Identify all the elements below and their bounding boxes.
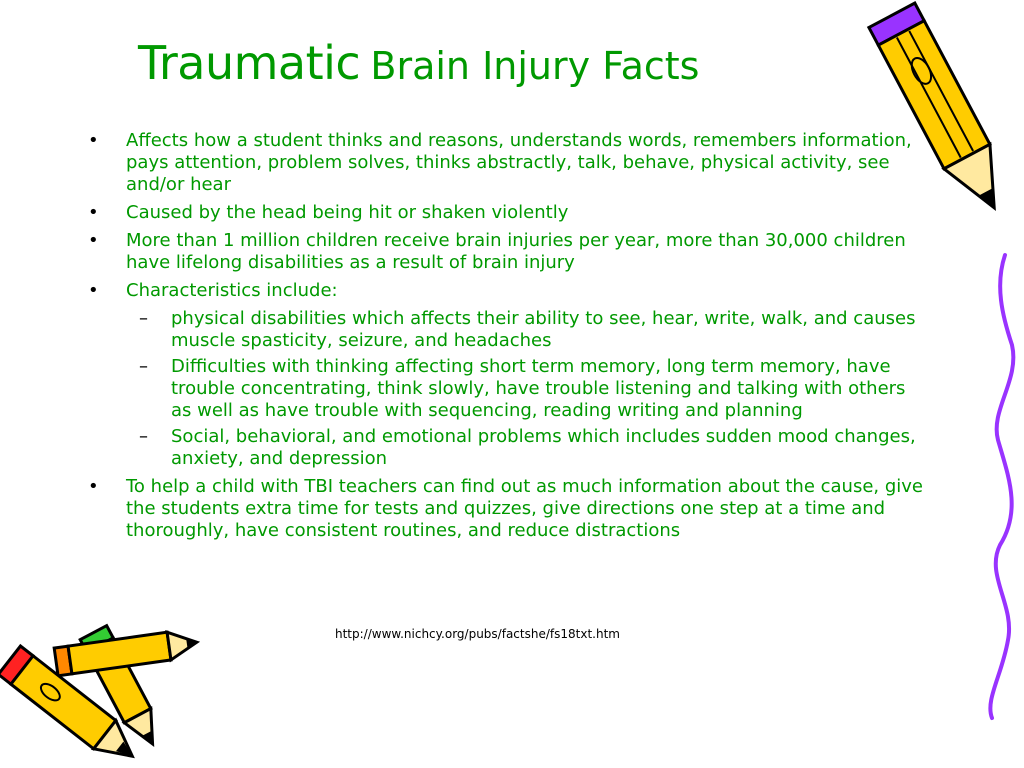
bullet-list <box>88 130 930 548</box>
squiggle-line <box>990 255 1013 718</box>
bullet-text: Characteristics include: <box>126 280 338 301</box>
bullet-item <box>88 202 930 224</box>
bullet-item <box>88 280 930 470</box>
title-rest: Brain Injury Facts <box>370 44 700 88</box>
source-link[interactable]: http://www.nichcy.org/pubs/factshe/fs18txt.htm <box>335 627 620 641</box>
bullet-text: Affects how a student thinks and reasons, understands words, remembers information, pays attention, problem solves, thinks abstractly, talk, behave, physical activity, see and/or hear <box>126 130 912 195</box>
sub-bullet-item <box>126 308 930 352</box>
sub-bullet-text: Social, behavioral, and emotional problems which includes sudden mood changes, anxiety, and depression <box>171 426 916 469</box>
sub-bullet-item <box>126 356 930 422</box>
bullet-item <box>88 230 930 274</box>
slide-title <box>138 36 699 90</box>
bullet-text: Caused by the head being hit or shaken violently <box>126 202 569 223</box>
sub-bullet-text: physical disabilities which affects their ability to see, hear, write, walk, and causes muscle spasticity, seizure, and headaches <box>171 308 916 351</box>
sub-bullet-text: Difficulties with thinking affecting short term memory, long term memory, have trouble concentrating, think slowly, have trouble listening and talking with others as well as have trouble with sequencing, reading writing and planning <box>171 356 906 421</box>
bullet-text: To help a child with TBI teachers can find out as much information about the cause, give the students extra time for tests and quizzes, give directions one step at a time and thoroughly, have consistent routines, and reduce distractions <box>126 476 923 541</box>
bullet-text: More than 1 million children receive brain injuries per year, more than 30,000 children have lifelong disabilities as a result of brain injury <box>126 230 906 273</box>
sub-bullet-item <box>126 426 930 470</box>
bullet-item <box>88 476 930 542</box>
title-first-word: Traumatic <box>138 36 361 90</box>
bullet-item <box>88 130 930 196</box>
sub-bullet-list <box>126 308 930 470</box>
